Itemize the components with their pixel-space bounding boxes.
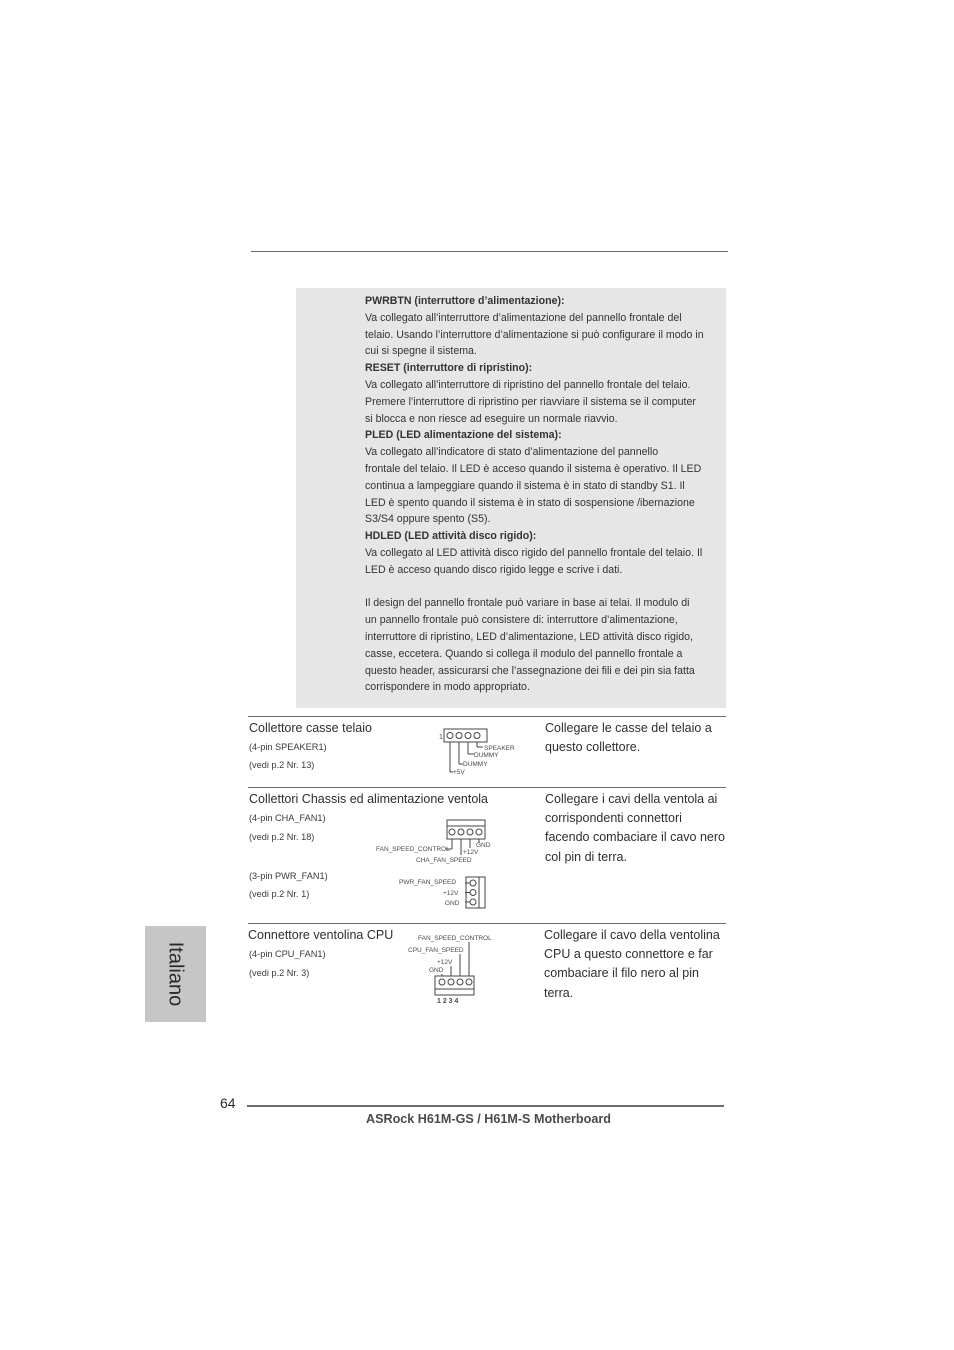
- para-pled: [365, 427, 727, 528]
- row-divider: [248, 923, 726, 924]
- fan-speed-control-label: FAN_SPEED_CONTROL: [418, 935, 492, 942]
- pwr-fan-speed-label: PWR_FAN_SPEED: [399, 879, 457, 886]
- pwr-fan-header-diagram: [396, 875, 492, 911]
- chassis-fan-desc: Collegare i cavi della ventola ai corrispondenti connettori facendo combaciare il cavo nero col pin di terra.: [545, 792, 725, 864]
- footer-rule: [247, 1105, 724, 1107]
- para-line: telaio. Usando l’interruttore d’alimentazione si può configurare il modo in: [365, 328, 704, 341]
- note-line: un pannello frontale può consistere di: interruttore d’alimentazione,: [365, 614, 678, 627]
- front-panel-text: [365, 293, 727, 696]
- para-line: cui si spegne il sistema.: [365, 345, 477, 358]
- gnd-label: GND: [429, 967, 444, 974]
- para-heading: PWRBTN (interruttore d’alimentazione):: [365, 295, 565, 307]
- para-heading: HDLED (LED attività disco rigido):: [365, 530, 537, 543]
- para-line: LED è spento quando il sistema è in stato di sospensione /ibernazione: [365, 496, 695, 509]
- note-line: casse, eccetera. Quando si collega il modulo del pannello frontale a: [365, 647, 683, 660]
- para-pwrbtn: [365, 293, 727, 360]
- chassis-fan-ref: (vedi p.2 Nr. 18): [249, 832, 315, 842]
- fan-speed-control-label: FAN_SPEED_CONTROL: [376, 846, 450, 853]
- para-line: Va collegato al LED attività disco rigido del pannello frontale del telaio. Il: [365, 546, 703, 559]
- speaker-pin-label: SPEAKER: [484, 745, 515, 752]
- pin-numbers: 1 2 3 4: [437, 998, 459, 1005]
- speaker-header-diagram: [436, 726, 526, 778]
- top-rule: [251, 251, 728, 252]
- para-line: frontale del telaio. Il LED è acceso quando il sistema è operativo. Il LED: [365, 462, 702, 475]
- dummy-pin-label: DUMMY: [463, 761, 488, 768]
- para-line: LED è acceso quando disco rigido legge e scrive i dati.: [365, 563, 623, 576]
- cpu-fan-name: Connettore ventolina CPU: [248, 928, 394, 942]
- para-line: si blocca e non riesce ad eseguire un normale riavvio.: [365, 412, 618, 425]
- para-line: Premere l’interruttore di ripristino per riavviare il sistema se il computer: [365, 395, 696, 408]
- cha-fan-speed-label: CHA_FAN_SPEED: [416, 857, 472, 864]
- gnd-label: GND: [445, 900, 460, 907]
- para-heading: RESET (interruttore di ripristino):: [365, 362, 533, 375]
- speaker-pin: (4-pin SPEAKER1): [249, 742, 327, 752]
- cpu-fan-ref: (vedi p.2 Nr. 3): [249, 968, 310, 978]
- spacer: [365, 579, 727, 596]
- para-reset: [365, 360, 727, 427]
- para-hdled: [365, 528, 727, 578]
- cha-fan-header-diagram: [372, 818, 502, 866]
- gnd-label: GND: [476, 842, 491, 849]
- 12v-label: +12V: [463, 849, 479, 856]
- cpu-fan-header-diagram: [404, 930, 500, 1008]
- speaker-ref: (vedi p.2 Nr. 13): [249, 760, 315, 770]
- note-line: corrispondere in modo appropriato.: [365, 681, 530, 694]
- speaker-name: Collettore casse telaio: [249, 721, 372, 735]
- speaker-desc: Collegare le casse del telaio a questo collettore.: [545, 721, 712, 755]
- cpu-fan-desc: Collegare il cavo della ventolina CPU a questo connettore e far combaciare il filo nero al pin terra.: [544, 928, 720, 1000]
- page-number: 64: [220, 1095, 236, 1111]
- para-line: Va collegato all’interruttore di ripristino del pannello frontale del telaio.: [365, 378, 691, 391]
- dummy-pin-label: DUMMY: [474, 752, 499, 759]
- language-label: Italiano: [164, 941, 187, 1007]
- chassis-fan-pin: (4-pin CHA_FAN1): [249, 813, 326, 823]
- 12v-label: +12V: [443, 890, 459, 897]
- cpu-fan-pin: (4-pin CPU_FAN1): [249, 949, 326, 959]
- para-line: continua a lampeggiare quando il sistema è in stato di standby S1. Il: [365, 479, 685, 492]
- para-line: Va collegato all’indicatore di stato d’alimentazione del pannello: [365, 446, 659, 459]
- power-fan-pin: (3-pin PWR_FAN1): [249, 871, 328, 881]
- para-note: [365, 595, 727, 696]
- footer-title: ASRock H61M-GS / H61M-S Motherboard: [366, 1112, 611, 1126]
- para-line: Va collegato all’interruttore d’alimentazione del pannello frontale del: [365, 311, 682, 324]
- 5v-pin-label: +5V: [453, 769, 465, 776]
- note-line: questo header, assicurarsi che l’assegnazione dei fili e dei pin sia fatta: [365, 664, 695, 677]
- chassis-fan-name: Collettori Chassis ed alimentazione ventola: [249, 792, 489, 806]
- language-side-tab: [145, 926, 206, 1022]
- para-heading: PLED (LED alimentazione del sistema):: [365, 429, 562, 442]
- para-line: S3/S4 oppure spento (S5).: [365, 513, 491, 526]
- power-fan-ref: (vedi p.2 Nr. 1): [249, 889, 310, 899]
- note-line: interruttore di ripristino, LED d’alimentazione, LED attività disco rigido,: [365, 630, 693, 643]
- pin1-label: 1: [439, 734, 443, 741]
- note-line: Il design del pannello frontale può variare in base ai telai. Il modulo di: [365, 597, 690, 610]
- row-divider: [248, 716, 726, 717]
- 12v-label: +12V: [437, 959, 453, 966]
- cpu-fan-speed-label: CPU_FAN_SPEED: [408, 947, 464, 954]
- row-divider: [248, 787, 726, 788]
